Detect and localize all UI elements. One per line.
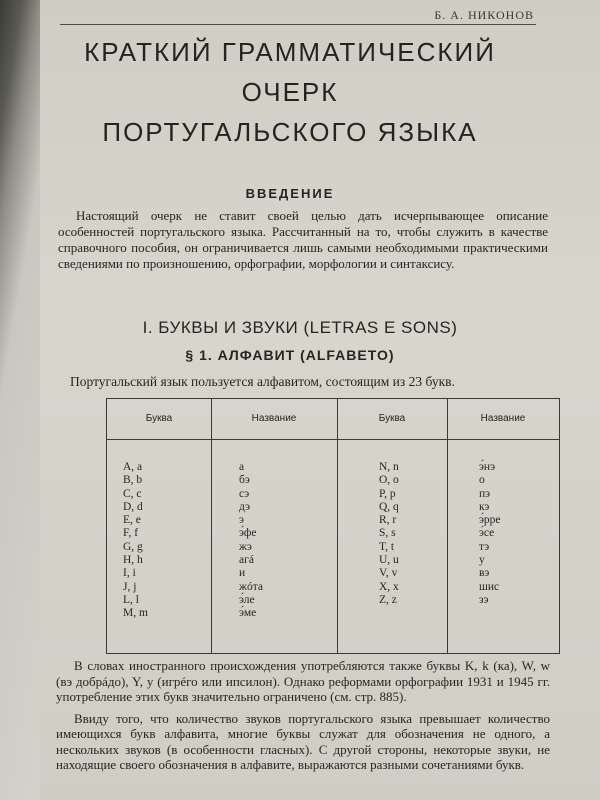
table-header-letter: Буква bbox=[145, 413, 173, 424]
table-cell: P, p bbox=[379, 487, 396, 500]
table-cell: о bbox=[479, 474, 485, 487]
chapter-title bbox=[40, 32, 540, 152]
body-text bbox=[56, 658, 550, 779]
alphabet-intro: Португальский язык пользуется алфавитом, состоящим из 23 букв. bbox=[70, 374, 455, 389]
table-cell: G, g bbox=[123, 540, 143, 553]
table-cell: а bbox=[239, 461, 245, 473]
table-cell: A, a bbox=[123, 461, 143, 473]
table-cell: э́фе bbox=[239, 527, 257, 540]
alphabet-table bbox=[106, 398, 560, 654]
table-cell: э́ле bbox=[239, 593, 255, 606]
table-cell: шис bbox=[479, 580, 500, 593]
table-cell: зэ bbox=[479, 593, 489, 606]
table-cell: C, c bbox=[123, 487, 142, 500]
table-cell: X, x bbox=[379, 580, 399, 593]
table-cell: э́рре bbox=[479, 514, 501, 527]
intro-text: Настоящий очерк не ставит своей целью дать исчерпывающее описание особенностей португальского языка. Рассчитанный на то, чтобы служить в качестве справочного пособия, он ограничивается лишь самыми необходимыми практическими сведениями по произношению, орфографии, морфологии и синтаксису. bbox=[58, 208, 548, 271]
table-divider bbox=[211, 399, 212, 653]
table-cell: вэ bbox=[479, 567, 490, 580]
names-column-right bbox=[479, 461, 501, 607]
table-cell: D, d bbox=[123, 500, 143, 513]
table-cell: V, v bbox=[379, 567, 398, 580]
table-cell: O, o bbox=[379, 474, 399, 487]
table-cell: M, m bbox=[123, 607, 148, 620]
table-cell: Z, z bbox=[379, 593, 397, 606]
table-cell: Q, q bbox=[379, 500, 399, 513]
table-cell: T, t bbox=[379, 540, 395, 553]
table-cell: э́ме bbox=[239, 607, 257, 620]
table-cell: S, s bbox=[379, 527, 396, 540]
table-cell: тэ bbox=[479, 540, 490, 553]
table-cell: сэ bbox=[239, 487, 250, 500]
table-cell: U, u bbox=[379, 554, 399, 567]
section-subheading: § 1. АЛФАВИТ (ALFABETO) bbox=[185, 347, 395, 363]
table-cell: жóта bbox=[239, 580, 263, 593]
table-cell: I, i bbox=[123, 567, 136, 580]
table-cell: у bbox=[479, 554, 485, 567]
table-header-name: Название bbox=[480, 413, 526, 424]
header-rule bbox=[60, 24, 536, 25]
table-cell: F, f bbox=[123, 527, 139, 540]
table-cell: э́се bbox=[479, 527, 495, 540]
table-cell: R, r bbox=[379, 514, 397, 527]
table-divider bbox=[337, 399, 338, 653]
table-cell: э́нэ bbox=[479, 461, 496, 473]
table-cell: J, j bbox=[123, 580, 137, 593]
table-cell: N, n bbox=[379, 461, 399, 473]
table-cell: B, b bbox=[123, 474, 143, 487]
table-header-name: Название bbox=[251, 413, 297, 424]
table-cell: H, h bbox=[123, 554, 143, 567]
table-cell: кэ bbox=[479, 500, 490, 513]
table-cell: э bbox=[239, 514, 244, 527]
body-paragraph-1: В словах иностранного происхождения употребляются также буквы K, k (ка), W, w (вэ добрáдо), Y, y (игрéго или ипсилон). Однако реформами орфографии 1931 и 1945 гг. употребление этих букв значительно ограничено (см. стр. 885). bbox=[56, 658, 550, 704]
table-cell: пэ bbox=[479, 487, 491, 500]
body-paragraph-2: Ввиду того, что количество звуков португальского языка превышает количество имеющихся букв алфавита, многие буквы служат для обозначения не одного, а нескольких звуков (в особенности гласных). С другой стороны, некоторые звуки, не находящие своего обозначения в алфавите, выражаются разными сочетаниями букв. bbox=[56, 710, 550, 772]
chapter-title-line-2: ПОРТУГАЛЬСКОГО ЯЗЫКА bbox=[102, 117, 478, 147]
letters-column-right bbox=[379, 461, 399, 607]
letters-column-left bbox=[123, 461, 148, 621]
book-page bbox=[40, 0, 600, 800]
section-heading: I. БУКВЫ И ЗВУКИ (LETRAS E SONS) bbox=[142, 318, 458, 337]
table-cell: дэ bbox=[239, 500, 251, 513]
table-cell: L, l bbox=[123, 593, 139, 606]
table-cell: и bbox=[239, 567, 246, 580]
intro-heading: ВВЕДЕНИЕ bbox=[245, 186, 335, 201]
table-header-letter: Буква bbox=[378, 413, 406, 424]
table-cell: E, e bbox=[123, 514, 141, 527]
table-divider bbox=[447, 399, 448, 653]
names-column-left bbox=[239, 461, 263, 621]
table-cell: бэ bbox=[239, 474, 250, 487]
running-header-author: Б. А. НИКОНОВ bbox=[434, 8, 534, 22]
chapter-title-line-1: КРАТКИЙ ГРАММАТИЧЕСКИЙ ОЧЕРК bbox=[84, 37, 496, 107]
table-cell: жэ bbox=[239, 540, 252, 553]
table-cell: агá bbox=[239, 554, 254, 567]
intro-paragraph bbox=[58, 208, 548, 272]
table-header-rule bbox=[107, 439, 559, 440]
